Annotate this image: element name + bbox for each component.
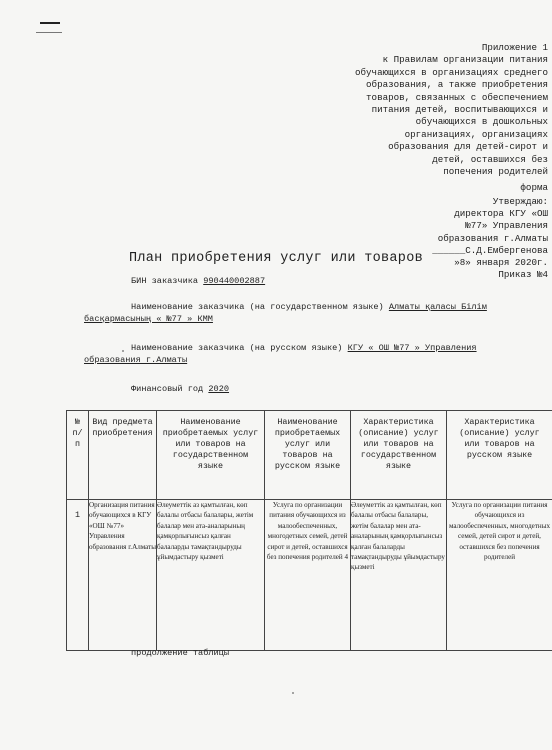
name-state-label: Наименование заказчика (на государственном языке) (131, 302, 384, 312)
cell-subject: Организация питания обучающихся в КГУ «ОШ №77» Управления образования г.Алматы (89, 500, 157, 651)
scan-speck (292, 692, 294, 694)
name-state-line2 (84, 313, 213, 325)
name-ru-line (131, 342, 477, 354)
table-header-row (67, 411, 552, 500)
table-row (67, 500, 552, 651)
cell-desc-kz: Әлеуметтік аз қамтылған, көп балалы отбасы балалары, жетім балалар мен ата-аналарының қамқорлығынсыз қалған балаларды тамақтандыруды ұйымдастыру қызметі (351, 500, 447, 651)
approval-line: директора КГУ «ОШ (454, 208, 548, 220)
bin-value: 990440002887 (203, 276, 266, 286)
cell-name-kz: Әлеуметтік аз қамтылған, көп балалы отбасы балалары, жетім балалар мен ата-аналарының қамқорлығынсыз қалған балаларды тамақтандыруды ұйымдастыру қызметі (157, 500, 265, 651)
header-num: № п/п (67, 411, 89, 500)
approval-block (348, 196, 548, 281)
form-label: форма (520, 182, 548, 194)
fin-year-line (131, 383, 229, 395)
approval-date: »8» января 2020г. (454, 257, 548, 269)
name-ru-label: Наименование заказчика (на русском языке) (131, 343, 343, 353)
appendix-line: образования для детей-сирот и (388, 141, 548, 153)
header-name-ru: Наименование приобретаемых услуг или товаров на русском языке (265, 411, 351, 500)
fin-year-label: Финансовый год (131, 384, 204, 394)
continuation-note: продолжение таблицы (131, 648, 229, 658)
bin-line (131, 275, 265, 287)
approval-signature-line: ______С.Д.Ембергенова (432, 244, 548, 256)
cell-name-ru: Услуга по организации питания обучающихся из малообеспеченных, многодетных семей, детей сирот и детей, оставшихся без попечения родителей 4 (265, 500, 351, 651)
scan-artifact (40, 22, 60, 24)
appendix-line: обучающихся в дошкольных (415, 116, 548, 128)
header-name-kz: Наименование приобретаемых услуг или товаров на государственном языке (157, 411, 265, 500)
appendix-line: образования, а также приобретения (366, 79, 548, 91)
cell-num: 1 (67, 500, 89, 651)
name-state-value-2: басқармасының « №77 » КММ (84, 314, 213, 324)
bin-label: БИН заказчика (131, 276, 199, 286)
name-state-value: Алматы қаласы Білім (388, 302, 487, 312)
appendix-line: попечения родителей (443, 166, 548, 178)
name-ru-value-2: образования г.Алматы (84, 355, 188, 365)
procurement-table (66, 410, 552, 651)
approval-line: Утверждаю: (492, 196, 548, 207)
appendix-line: к Правилам организации питания (382, 54, 548, 66)
page-title: План приобретения услуг или товаров (128, 251, 424, 266)
header-subject: Вид предмета приобретения (89, 411, 157, 500)
appendix-line: питания детей, воспитывающихся и (371, 104, 548, 116)
appendix-line: обучающихся в организациях среднего (355, 66, 548, 78)
name-ru-line2 (84, 354, 187, 366)
name-ru-value: КГУ « ОШ №77 » Управления (347, 343, 477, 353)
scan-artifact (36, 32, 62, 33)
appendix-line: товаров, связанных с обеспечением (366, 91, 548, 103)
appendix-line: детей, оставшихся без (432, 153, 548, 165)
name-state-line (131, 301, 487, 313)
approval-line: №77» Управления (465, 220, 548, 232)
cell-desc-ru: Услуга по организации питания обучающихся из малообеспеченных, многодетных семей, детей сирот и детей, оставшихся без попечения родителей (447, 500, 552, 651)
approval-order: Приказ №4 (498, 269, 548, 281)
header-desc-ru: Характеристика (описание) услуг или товаров на русском языке (447, 411, 552, 500)
fin-year-value: 2020 (208, 384, 230, 394)
scan-speck (122, 350, 124, 352)
appendix-line: организациях, организациях (404, 128, 548, 140)
approval-line: образования г.Алматы (437, 232, 548, 244)
appendix-line: Приложение 1 (481, 42, 548, 53)
header-desc-kz: Характеристика (описание) услуг или товаров на государственном языке (351, 411, 447, 500)
appendix-block (288, 42, 548, 195)
